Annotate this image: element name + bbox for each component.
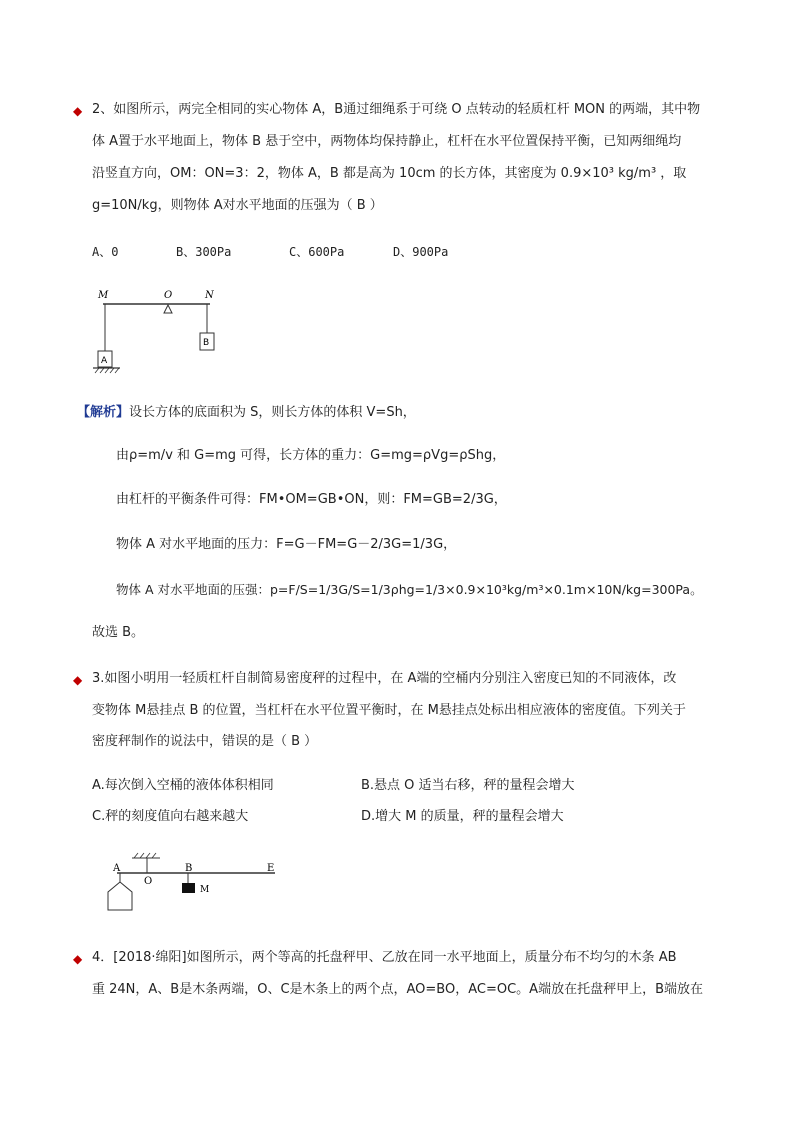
q3-line-3: 密度秤制作的说法中，错误的是（ B ） [92, 734, 318, 749]
analysis-line-2: 由杠杆的平衡条件可得：FM•OM=GB•ON，则：FM=GB=2/3G， [116, 492, 507, 507]
analysis-line-4: 物体 A 对水平地面的压强：p=F/S=1/3G/S=1/3ρhg=1/3×0.9×10³kg/m³×0.1m×10N/kg=300Pa。 [116, 582, 703, 597]
q3-option-a: A.每次倒入空桶的液体体积相同 [92, 778, 274, 793]
q4-line-2: 重 24N，A、B是木条两端，O、C是木条上的两个点，AO=BO，AC=OC。A端放在托盘秤甲上，B端放在 [92, 982, 703, 997]
q3-ceiling-hatch [134, 853, 156, 858]
q4-bullet-icon: ◆ [73, 952, 83, 966]
q3-fig-label-o: O [144, 876, 153, 887]
q2-option-c: C、600Pa [289, 245, 345, 259]
q3-option-c: C.秤的刻度值向右越来越大 [92, 809, 249, 824]
q2-fig-label-m: M [98, 290, 109, 301]
q2-block-a-label: A [101, 356, 108, 366]
q2-bullet-icon: ◆ [73, 104, 83, 118]
q3-option-d: D.增大 M 的质量，秤的量程会增大 [361, 809, 564, 824]
q2-line-2: 体 A置于水平地面上，物体 B 悬于空中，两物体均保持静止，杠杆在水平位置保持平衡，已知两细绳均 [92, 134, 682, 149]
q3-fig-label-e: E [267, 863, 275, 874]
analysis-intro: 设长方体的底面积为 S，则长方体的体积 V=Sh， [129, 405, 416, 420]
q2-line-3: 沿竖直方向，OM：ON=3：2，物体 A，B 都是高为 10cm 的长方体，其密度为 0.9×10³ kg/m³ ，取 [92, 166, 687, 181]
q3-fig-label-a: A [113, 863, 121, 874]
analysis-line-0 [77, 403, 416, 423]
q2-lever-figure [88, 284, 228, 380]
q2-fig-label-n: N [205, 290, 214, 301]
analysis-tag: 【解析】 [77, 405, 130, 420]
q3-fig-label-b: B [185, 863, 193, 874]
q3-bucket [108, 882, 132, 910]
q2-fulcrum [164, 305, 172, 313]
analysis-line-3: 物体 A 对水平地面的压力：F=G－FM=G－2/3G=1/3G， [116, 537, 457, 552]
q2-line-4: g=10N/kg，则物体 A对水平地面的压强为（ B ） [92, 198, 383, 213]
q3-density-scale-figure [100, 850, 280, 916]
analysis-conclusion: 故选 B。 [92, 625, 145, 640]
q3-weight-m [182, 883, 195, 893]
q3-option-b: B.悬点 O 适当右移，秤的量程会增大 [361, 778, 575, 793]
q2-option-a: A、0 [92, 245, 119, 259]
q4-line-1: 4．[2018·绵阳]如图所示，两个等高的托盘秤甲、乙放在同一水平地面上，质量分布不均匀的木条 AB [92, 950, 677, 965]
q3-bullet-icon: ◆ [73, 673, 83, 687]
q2-fig-label-o: O [164, 290, 173, 301]
q2-option-b: B、300Pa [176, 245, 232, 259]
q2-option-d: D、900Pa [393, 245, 449, 259]
analysis-line-1: 由ρ=m/v 和 G=mg 可得，长方体的重力：G=mg=ρVg=ρShg， [116, 448, 506, 463]
q2-line-1: 2、如图所示，两完全相同的实心物体 A，B通过细绳系于可绕 O 点转动的轻质杠杆 MON 的两端，其中物 [92, 102, 701, 117]
q3-fig-label-m: M [200, 885, 210, 895]
q3-line-1: 3.如图小明用一轻质杠杆自制简易密度秤的过程中，在 A端的空桶内分别注入密度已知的不同液体，改 [92, 671, 677, 686]
q2-block-b-label: B [203, 338, 210, 348]
q2-ground-hatch [95, 368, 119, 373]
q3-line-2: 变物体 M悬挂点 B 的位置，当杠杆在水平位置平衡时，在 M悬挂点处标出相应液体的密度值。下列关于 [92, 703, 686, 718]
